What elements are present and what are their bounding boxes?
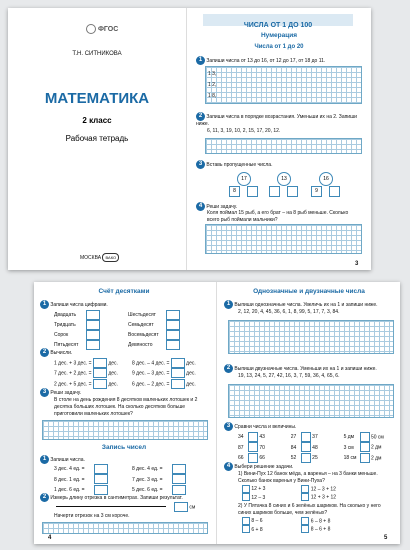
page-3 — [193, 8, 365, 270]
section-heading-2: Запись чисел — [101, 444, 147, 451]
answer-box[interactable] — [86, 330, 100, 340]
bottom-spread — [34, 282, 400, 544]
section-heading: Счёт десятками — [98, 288, 150, 295]
answer-grid-4[interactable] — [205, 224, 362, 254]
number-circle: 13 — [277, 172, 291, 186]
choice-box[interactable] — [301, 517, 309, 525]
record-right: 8 дес. 4 ед. = 7 дес. 3 ед. = 5 дес. 6 ед. = — [132, 464, 186, 495]
task-2: 2 Выпиши двузначные числа. Уменьши их на 1 и запиши ниже. — [224, 364, 377, 373]
task-1-numbers: 2, 12, 20, 4, 45, 36, 6, 1, 8, 99, 5, 17, 7, 3, 84. — [238, 309, 340, 315]
answer-box[interactable] — [93, 379, 107, 389]
task-2: 2 Запиши числа в порядке возрастания. Уменьши их на 2. Запиши ниже. — [196, 113, 357, 127]
calc-right: 8 дес. – 4 дес. = дес. 9 дес. – 3 дес. = дес. 6 дес. – 2 дес. = дес. — [132, 358, 196, 389]
page-4 — [34, 282, 214, 544]
record-left: 3 дес. 4 ед. = 8 дес. 1 ед. = 1 дес. 6 ед. = — [54, 464, 108, 495]
cover-page — [8, 8, 186, 270]
answer-box[interactable] — [166, 330, 180, 340]
answer-box[interactable] — [172, 474, 186, 484]
range-title: Числа от 1 до 20 — [254, 44, 304, 50]
answer-grid-1[interactable] — [228, 320, 394, 354]
task-2-numbers: 19, 13, 24, 5, 27, 42, 16, 3, 7, 59, 36, 4, 65, 6. — [238, 373, 340, 379]
number-words-right: Шестьдесят Семьдесят Восемьдесят Девяносто — [128, 310, 180, 350]
page-number: 4 — [48, 535, 52, 541]
number-box[interactable] — [329, 186, 340, 197]
page-number: 3 — [355, 261, 359, 267]
task-2-numbers: 6, 11, 3, 19, 10, 2, 15, 17, 20, 12. — [207, 128, 281, 134]
number-circle: 17 — [237, 172, 251, 186]
page-number: 5 — [384, 535, 388, 541]
publisher-logo: ВАКО — [102, 253, 119, 262]
choice-box[interactable] — [242, 517, 250, 525]
answer-box[interactable] — [86, 320, 100, 330]
answer-box[interactable] — [94, 474, 108, 484]
number-box: 8 — [229, 186, 240, 197]
number-box[interactable] — [287, 186, 298, 197]
grid-row-label: 1 3, — [208, 71, 217, 77]
task-3: 3 Вставь пропущенные числа. — [196, 160, 272, 169]
task-1: 1 Запиши числа цифрами. — [40, 300, 108, 309]
publisher: МОСКВА ВАКО — [80, 253, 119, 262]
task-3: 3 Реши задачу. — [40, 388, 81, 397]
book-subtitle: Рабочая тетрадь — [65, 134, 129, 143]
choice-box[interactable] — [242, 525, 250, 533]
answer-box[interactable] — [86, 340, 100, 350]
compare-table: 34 43 27 37 5 дм 50 см 87 70 84 48 3 см 2 дм 66 66 52 25 18 см 2 дм — [238, 432, 384, 463]
calc-left: 1 дес. + 3 дес. = дес. 7 дес. + 2 дес. = дес. 2 дес. + 5 дес. = дес. — [54, 358, 118, 389]
grid-row-label: 1 2, — [208, 82, 217, 88]
task-4-text: Коля поймал 15 рыб, а его брат – на 8 рыб меньше. Сколько всего рыб поймали мальчики? — [207, 210, 349, 223]
compare-box[interactable] — [360, 453, 370, 463]
subsection-title: Нумерация — [260, 32, 298, 39]
problem-2: 2) У Пятачка 8 синих и 6 зелёных шариков. На сколько у него синих шариков больше, чем зелёных? — [238, 503, 381, 516]
segment — [56, 506, 166, 507]
choice-box[interactable] — [242, 485, 250, 493]
fgos-logo: ФГОС — [86, 24, 118, 34]
choice-box[interactable] — [301, 493, 309, 501]
task-5b: Начерти отрезок на 3 см короче. — [54, 513, 130, 519]
answer-box[interactable] — [172, 464, 186, 474]
book-title: МАТЕМАТИКА — [44, 90, 150, 107]
answer-grid-5[interactable] — [42, 522, 208, 534]
answer-grid-3[interactable] — [42, 420, 208, 440]
compare-box[interactable] — [301, 453, 311, 463]
answer-box[interactable] — [94, 464, 108, 474]
task-4: 4 Реши задачу. — [196, 202, 237, 211]
compare-box[interactable] — [248, 432, 258, 442]
spread-divider — [216, 282, 217, 544]
options-2: 8 – 6 6 – 8 + 8 6 + 8 8 – 6 + 8 — [242, 517, 330, 534]
top-spread — [8, 8, 371, 270]
compare-box[interactable] — [248, 442, 258, 452]
answer-box[interactable] — [171, 379, 185, 389]
task-1: 1 Запиши числа от 13 до 16, от 12 до 17, от 18 до 11. — [196, 56, 362, 65]
segment-answer: см — [174, 502, 195, 512]
answer-box[interactable] — [171, 368, 185, 378]
answer-grid-2[interactable] — [205, 138, 362, 154]
task-3-text: В столе на день рождения 8 десятков маленьких лотошек и 2 десятка больших лотошек. На сколько десятков больше приготовили маленьких лотошек? — [54, 397, 198, 417]
missing-numbers-diagram — [233, 172, 343, 198]
task-4: 1 Запиши числа. — [40, 455, 85, 464]
number-words-left: Двадцать Тридцать Сорок Пятьдесят — [54, 310, 100, 350]
answer-box[interactable] — [166, 320, 180, 330]
page-5 — [220, 282, 398, 544]
compare-box[interactable] — [360, 432, 370, 442]
task-5: 2 Измерь длину отрезка в сантиметрах. Запиши результат. — [40, 493, 183, 502]
answer-box[interactable] — [166, 340, 180, 350]
answer-box[interactable] — [86, 310, 100, 320]
grade: 2 класс — [82, 116, 112, 125]
author: Т.Н. СИТНИКОВА — [72, 51, 122, 57]
section-banner: ЧИСЛА ОТ 1 ДО 100 — [203, 14, 353, 26]
number-box[interactable] — [269, 186, 280, 197]
answer-box[interactable] — [166, 310, 180, 320]
problem-1: 1) Вини-Пух 12 банок мёда, а варенья – на 3 банки меньше. Сколько банок варенья у Вини-Пуха? — [238, 471, 378, 484]
answer-box[interactable] — [171, 358, 185, 368]
answer-box[interactable] — [93, 358, 107, 368]
number-circle: 16 — [319, 172, 333, 186]
compare-box[interactable] — [301, 432, 311, 442]
compare-box[interactable] — [301, 442, 311, 452]
answer-box[interactable] — [93, 368, 107, 378]
task-2: 2 Вычисли. — [40, 348, 72, 357]
choice-box[interactable] — [242, 493, 250, 501]
task-4: 4 Выбери решение задачи. — [224, 462, 293, 471]
grid-row-label: 1 8, — [208, 93, 217, 99]
answer-box[interactable] — [174, 502, 188, 512]
answer-grid-2[interactable] — [228, 384, 394, 418]
section-heading: Однозначные и двузначные числа — [253, 288, 365, 295]
task-1: 1 Выпиши однозначные числа. Увеличь их на 1 и запиши ниже. — [224, 300, 378, 309]
choice-box[interactable] — [301, 485, 309, 493]
compare-box[interactable] — [360, 442, 370, 452]
fgos-icon — [86, 24, 96, 34]
number-box[interactable] — [247, 186, 258, 197]
task-3: 3 Сравни числа и величины. — [224, 422, 296, 431]
choice-box[interactable] — [301, 525, 309, 533]
spread-divider — [186, 8, 187, 270]
options-1: 12 + 3 12 – 3 + 12 12 – 3 12 + 3 + 12 — [242, 485, 336, 502]
number-box: 9 — [311, 186, 322, 197]
answer-grid-1[interactable] — [205, 66, 362, 104]
